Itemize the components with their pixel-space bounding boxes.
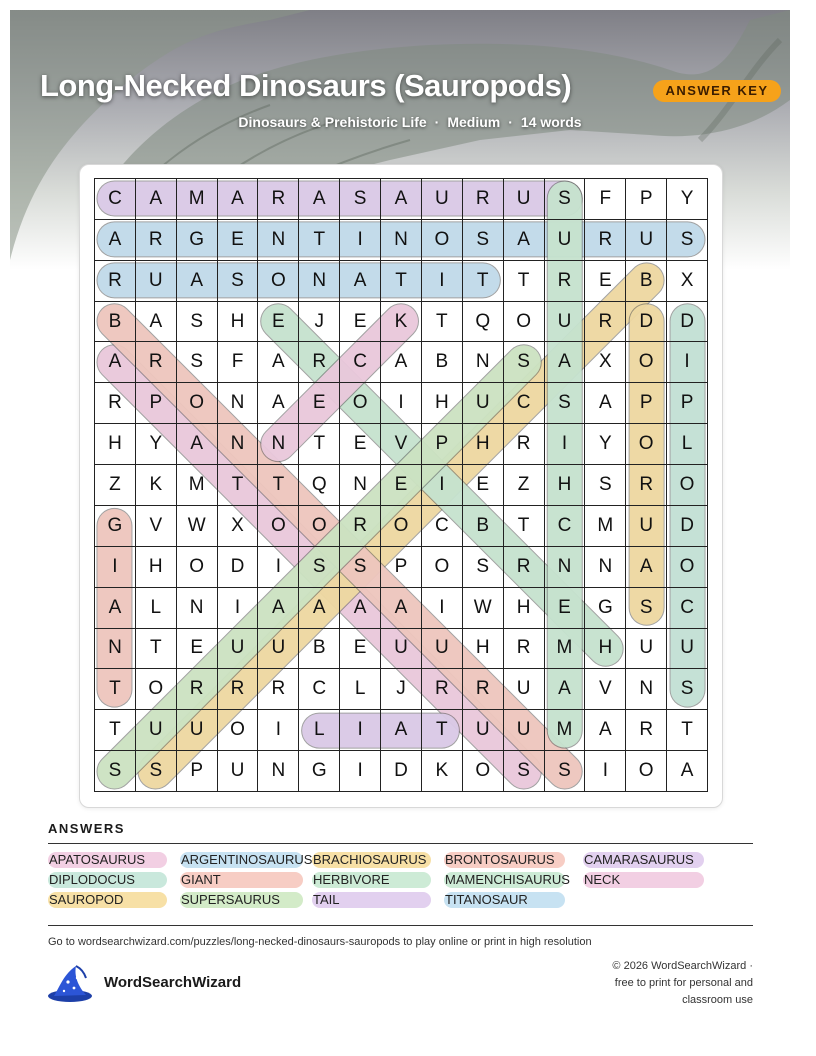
grid-cell: S [463,220,504,261]
grid-cell: A [504,220,545,261]
divider [48,843,753,844]
grid-cell: N [299,261,340,302]
grid-cell: U [136,261,177,302]
grid-cell: I [218,588,259,629]
grid-cell: T [258,465,299,506]
grid-cell: U [136,710,177,751]
grid-cell: T [422,710,463,751]
grid-cell: S [545,751,586,792]
grid-cell: T [218,465,259,506]
grid-cell: K [381,302,422,343]
grid-cell: R [585,302,626,343]
grid-cell: I [340,751,381,792]
grid-cell: A [585,383,626,424]
grid-cell: S [177,342,218,383]
grid-cell: S [504,751,545,792]
grid-cell: C [545,506,586,547]
grid-cell: B [463,506,504,547]
grid-cell: A [136,179,177,220]
grid-cell: Y [585,424,626,465]
answer-word: NECK [583,872,704,888]
category-label: Dinosaurs & Prehistoric Life [238,114,427,130]
grid-cell: T [299,424,340,465]
grid-cell: A [381,179,422,220]
grid-cell: R [585,220,626,261]
grid-cell: O [504,302,545,343]
grid-cell: A [258,588,299,629]
answer-word: SUPERSAURUS [180,892,303,908]
answers-heading: ANSWERS [48,821,125,836]
answer-key-badge: ANSWER KEY [653,80,781,102]
grid-cell: U [545,302,586,343]
grid-cell: O [218,710,259,751]
grid-cell: E [177,629,218,670]
grid-cell: C [422,506,463,547]
grid-cell: T [95,669,136,710]
grid-cell: A [667,751,708,792]
grid-cell: R [136,342,177,383]
grid-cell: A [136,302,177,343]
grid-cell: U [626,506,667,547]
grid-cell: I [422,588,463,629]
grid-cell: A [545,669,586,710]
grid-cell: F [585,179,626,220]
copyright-line: free to print for personal and [614,977,753,989]
grid-cell: G [95,506,136,547]
grid-cell: N [340,465,381,506]
grid-cell: R [545,261,586,302]
grid-cell: O [299,506,340,547]
footer-url-text: Go to wordsearchwizard.com/puzzles/long-necked-dinosaurs-sauropods to play online or print in high resolution [48,936,592,948]
grid-cell: N [95,629,136,670]
answer-word: MAMENCHISAURUS [445,872,570,887]
grid-cell: B [95,302,136,343]
grid-cell: Z [504,465,545,506]
grid-cell: R [626,710,667,751]
grid-cell: P [136,383,177,424]
grid-cell: A [258,383,299,424]
grid-cell: I [258,547,299,588]
copyright-line: classroom use [682,994,753,1006]
grid-cell: N [545,547,586,588]
grid-cell: R [340,506,381,547]
grid-cell: H [218,302,259,343]
grid-cell: B [299,629,340,670]
grid-cell: D [667,506,708,547]
answer-word: ARGENTINOSAURUS [181,852,313,867]
grid-cell: E [340,629,381,670]
grid-cell: D [667,302,708,343]
grid-cell: A [95,342,136,383]
letter-grid [94,178,708,792]
grid-cell: O [258,506,299,547]
grid-cell: A [258,342,299,383]
grid-cell: N [463,342,504,383]
grid-cell: K [136,465,177,506]
grid-cell: A [545,342,586,383]
grid-cell: I [585,751,626,792]
grid-cell: E [218,220,259,261]
grid-cell: O [136,669,177,710]
grid-cell: H [545,465,586,506]
grid-cell: H [463,424,504,465]
grid-cell: O [340,383,381,424]
grid-cell: U [381,629,422,670]
grid-cell: B [626,261,667,302]
answer-word: HERBIVORE [312,872,431,888]
answer-word: BRONTOSAURUS [444,852,565,868]
grid-cell: I [422,465,463,506]
grid-cell: R [299,342,340,383]
grid-cell: N [218,383,259,424]
grid-cell: S [177,302,218,343]
grid-cell: S [340,179,381,220]
grid-cell: S [504,342,545,383]
grid-cell: O [177,547,218,588]
grid-cell: H [422,383,463,424]
grid-cell: L [136,588,177,629]
grid-cell: R [218,669,259,710]
answer-word: DIPLODOCUS [48,872,167,888]
grid-cell: N [585,547,626,588]
grid-cell: S [218,261,259,302]
grid-cell: P [626,179,667,220]
grid-cell: C [299,669,340,710]
answer-word: GIANT [180,872,303,888]
grid-cell: I [258,710,299,751]
grid-cell: W [463,588,504,629]
grid-cell: S [545,383,586,424]
grid-cell: N [218,424,259,465]
grid-cell: U [422,629,463,670]
grid-cell: H [585,629,626,670]
grid-cell: R [504,629,545,670]
grid-cell: O [626,424,667,465]
grid-cell: U [545,220,586,261]
grid-cell: A [340,588,381,629]
grid-cell: E [463,465,504,506]
grid-cell: E [545,588,586,629]
grid-cell: G [299,751,340,792]
grid-cell: Q [463,302,504,343]
grid-cell: U [422,179,463,220]
grid-cell: E [340,424,381,465]
grid-cell: S [545,179,586,220]
grid-cell: S [299,547,340,588]
grid-cell: O [626,342,667,383]
grid-cell: A [299,588,340,629]
grid-cell: L [340,669,381,710]
grid-cell: R [95,383,136,424]
grid-cell: M [177,465,218,506]
grid-cell: L [667,424,708,465]
grid-cell: P [381,547,422,588]
grid-cell: T [136,629,177,670]
grid-cell: A [95,220,136,261]
grid-cell: R [177,669,218,710]
grid-cell: S [95,751,136,792]
grid-cell: V [136,506,177,547]
grid-cell: O [258,261,299,302]
grid-cell: S [667,669,708,710]
grid-cell: X [218,506,259,547]
grid-cell: U [218,751,259,792]
grid-cell: T [381,261,422,302]
grid-cell: U [504,179,545,220]
grid-cell: G [177,220,218,261]
grid-cell: N [258,751,299,792]
grid-cell: I [381,383,422,424]
grid-cell: T [463,261,504,302]
puzzle-meta [160,114,660,130]
grid-cell: O [667,465,708,506]
grid-cell: E [340,302,381,343]
answer-word: TAIL [312,892,431,908]
grid-cell: R [136,220,177,261]
grid-cell: R [504,424,545,465]
grid-cell: H [463,629,504,670]
grid-cell: R [463,669,504,710]
grid-cell: T [299,220,340,261]
grid-cell: M [177,179,218,220]
grid-cell: E [381,465,422,506]
grid-cell: O [667,547,708,588]
grid-cell: O [463,751,504,792]
word-count-label: 14 words [520,114,582,130]
grid-cell: N [626,669,667,710]
grid-cell: Y [136,424,177,465]
grid-cell: M [545,710,586,751]
grid-cell: D [381,751,422,792]
grid-cell: P [667,383,708,424]
grid-cell: A [626,547,667,588]
grid-cell: N [381,220,422,261]
grid-cell: U [463,710,504,751]
grid-cell: U [258,629,299,670]
grid-cell: S [585,465,626,506]
grid-cell: C [667,588,708,629]
grid-cell: U [463,383,504,424]
grid-cell: O [422,547,463,588]
grid-cell: A [177,261,218,302]
grid-cell: R [504,547,545,588]
grid-cell: X [585,342,626,383]
brand-name: WordSearchWizard [104,974,242,991]
grid-cell: E [585,261,626,302]
grid-cell: R [626,465,667,506]
grid-cell: A [299,179,340,220]
grid-cell: I [422,261,463,302]
grid-cell: N [258,220,299,261]
grid-cell: T [95,710,136,751]
grid-cell: A [95,588,136,629]
grid-cell: U [504,669,545,710]
grid-cell: A [218,179,259,220]
copyright-notice [612,958,753,1009]
grid-cell: N [177,588,218,629]
grid-cell: U [667,629,708,670]
grid-cell: S [340,547,381,588]
grid-cell: I [545,424,586,465]
grid-cell: O [177,383,218,424]
grid-cell: I [340,220,381,261]
meta-separator: · [434,114,440,130]
answer-word: SAUROPOD [48,892,167,908]
grid-cell: H [504,588,545,629]
grid-cell: T [422,302,463,343]
copyright-line: © 2026 WordSearchWizard · [612,960,753,972]
grid-cell: R [258,669,299,710]
grid-cell: U [626,629,667,670]
grid-cell: S [463,547,504,588]
grid-cell: I [340,710,381,751]
grid-cell: Z [95,465,136,506]
grid-cell: R [258,179,299,220]
grid-cell: A [381,342,422,383]
word-search-grid [94,178,708,792]
grid-cell: C [340,342,381,383]
grid-cell: P [626,383,667,424]
grid-cell: N [258,424,299,465]
grid-cell: U [504,710,545,751]
grid-cell: O [381,506,422,547]
grid-cell: S [626,588,667,629]
grid-cell: S [136,751,177,792]
grid-cell: A [381,710,422,751]
grid-cell: D [626,302,667,343]
grid-cell: B [422,342,463,383]
grid-cell: E [299,383,340,424]
grid-cell: F [218,342,259,383]
grid-cell: A [177,424,218,465]
grid-cell: I [95,547,136,588]
grid-cell: O [626,751,667,792]
answer-word: APATOSAURUS [48,852,167,868]
grid-cell: W [177,506,218,547]
grid-cell: J [381,669,422,710]
grid-cell: M [545,629,586,670]
grid-cell: V [381,424,422,465]
answer-word: CAMARASAURUS [583,852,704,868]
grid-cell: M [585,506,626,547]
grid-cell: P [422,424,463,465]
grid-cell: T [504,261,545,302]
grid-cell: J [299,302,340,343]
grid-cell: X [667,261,708,302]
grid-cell: E [258,302,299,343]
grid-cell: I [667,342,708,383]
grid-cell: C [95,179,136,220]
grid-cell: K [422,751,463,792]
difficulty-label: Medium [447,114,501,130]
grid-cell: U [626,220,667,261]
page-title: Long-Necked Dinosaurs (Sauropods) [40,68,572,103]
meta-separator: · [508,114,513,130]
grid-cell: S [667,220,708,261]
grid-cell: R [422,669,463,710]
grid-cell: H [95,424,136,465]
grid-cell: O [422,220,463,261]
answer-word: BRACHIOSAURUS [312,852,431,868]
grid-cell: A [381,588,422,629]
answer-word: TITANOSAUR [444,892,565,908]
grid-cell: Y [667,179,708,220]
grid-cell: Q [299,465,340,506]
grid-cell: U [218,629,259,670]
grid-cell: D [218,547,259,588]
grid-cell: A [585,710,626,751]
grid-cell: H [136,547,177,588]
grid-cell: T [504,506,545,547]
grid-cell: R [463,179,504,220]
divider [48,925,753,926]
grid-cell: T [667,710,708,751]
grid-cell: L [299,710,340,751]
grid-cell: U [177,710,218,751]
grid-cell: G [585,588,626,629]
wizard-hat-logo-icon [46,964,94,1009]
grid-cell: P [177,751,218,792]
grid-cell: C [504,383,545,424]
grid-cell: V [585,669,626,710]
grid-cell: R [95,261,136,302]
grid-cell: A [340,261,381,302]
